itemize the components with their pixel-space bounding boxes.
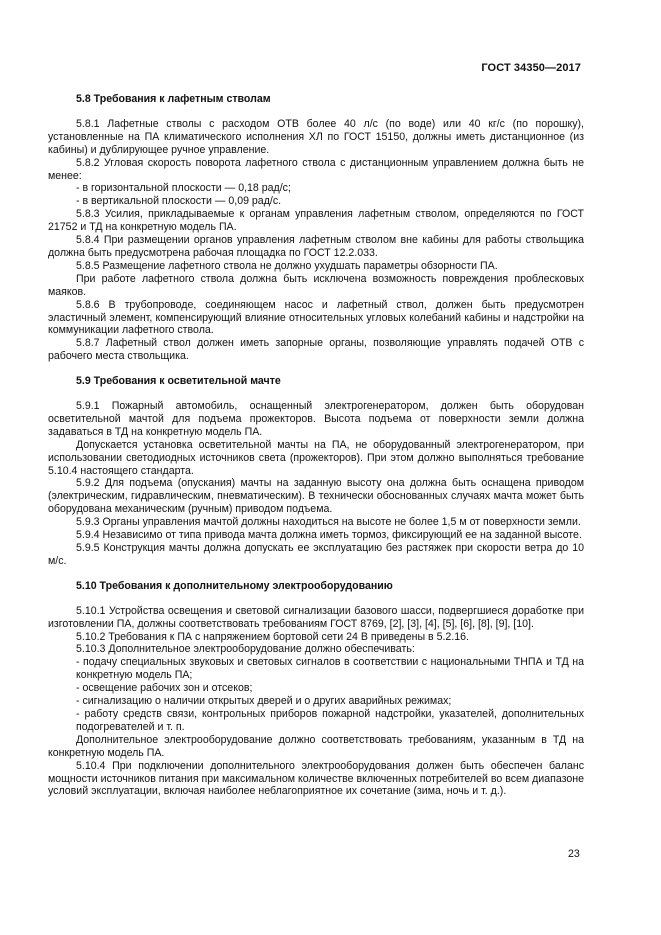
section-heading-5-10: 5.10 Требования к дополнительному электрооборудованию xyxy=(76,579,393,592)
paragraph-5-8-1: 5.8.1 Лафетные стволы с расходом ОТВ более 40 л/с (по воде) или 40 кг/с (по порошку), установленные на ПА климатического исполнения ХЛ по ГОСТ 15150, должны иметь дистанционное (из кабины) и дублирующее ручное управление. xyxy=(48,117,584,156)
list-item: - в горизонтальной плоскости — 0,18 рад/с; xyxy=(76,182,291,195)
paragraph-5-9-4: 5.9.4 Независимо от типа привода мачта должна иметь тормоз, фиксирующий ее на заданной высоте. xyxy=(76,529,582,542)
paragraph-5-10-2: 5.10.2 Требования к ПА с напряжением бортовой сети 24 В приведены в 5.2.16. xyxy=(76,630,469,643)
paragraph-5-10-1: 5.10.1 Устройства освещения и световой сигнализации базового шасси, подвергшиеся доработке при изготовлении ПА, должны соответствовать требованиям ГОСТ 8769, [2], [3], [4], [5], [6], [8], [9], [10]. xyxy=(48,604,584,630)
paragraph-5-9-1-note: Допускается установка осветительной мачты на ПА, не оборудованный электрогенератором, при использовании светодиодных источников света (прожекторов). При этом должно выполняться требование 5.10.4 настоящего стандарта. xyxy=(48,438,584,477)
section-heading-5-9: 5.9 Требования к осветительной мачте xyxy=(76,375,281,388)
section-heading-5-8: 5.8 Требования к лафетным стволам xyxy=(76,93,271,105)
paragraph-5-8-3: 5.8.3 Усилия, прикладываемые к органам управления лафетным стволом, определяются по ГОСТ 21752 и ТД на конкретную модель ПА. xyxy=(48,208,584,234)
paragraph-5-8-5: 5.8.5 Размещение лафетного ствола не должно ухудшать параметры обзорности ПА. xyxy=(76,259,498,272)
list-item: - работу средств связи, контрольных приборов пожарной надстройки, указателей, дополнительных подогревателей и т. п. xyxy=(76,707,584,733)
paragraph-5-9-3: 5.9.3 Органы управления мачтой должны находиться на высоте не более 1,5 м от поверхности земли. xyxy=(76,516,581,529)
paragraph-5-8-7: 5.8.7 Лафетный ствол должен иметь запорные органы, позволяющие управлять подачей ОТВ с рабочего места ствольщика. xyxy=(48,337,584,363)
list-item: - освещение рабочих зон и отсеков; xyxy=(76,682,253,695)
paragraph-5-8-5-note: При работе лафетного ствола должна быть исключена возможность повреждения проблесковых маяков. xyxy=(48,272,584,298)
list-item: - в вертикальной плоскости — 0,09 рад/с. xyxy=(76,195,282,208)
paragraph-5-9-1: 5.9.1 Пожарный автомобиль, оснащенный электрогенератором, должен быть оборудован осветительной мачтой для подъема прожекторов. Высота подъема от поверхности земли должна задаваться в ТД на конкретную модель ПА. xyxy=(48,400,584,438)
list-item: - подачу специальных звуковых и световых сигналов в соответствии с национальными ТНПА и ТД на конкретную модель ПА; xyxy=(76,656,584,682)
paragraph-5-8-4: 5.8.4 При размещении органов управления лафетным стволом вне кабины для работы ствольщика должна быть предусмотрена рабочая площадка по ГОСТ 12.2.033. xyxy=(48,234,584,259)
paragraph-5-9-2: 5.9.2 Для подъема (опускания) мачты на заданную высоту она должна быть оснащена приводом (электрическим, гидравлическим, пневматическим). В технически обоснованных случаях мачта может быть оборудована механическим (ручным) приводом подъема. xyxy=(48,477,584,516)
paragraph-5-8-6: 5.8.6 В трубопроводе, соединяющем насос и лафетный ствол, должен быть предусмотрен эластичный элемент, компенсирующий влияние относительных угловых колебаний кабины и надстройки на коммуникации лафетного ствола. xyxy=(48,298,584,337)
page-number: 23 xyxy=(568,848,580,860)
list-item: - сигнализацию о наличии открытых дверей и о других аварийных режимах; xyxy=(76,695,452,708)
document-id-header: ГОСТ 34350—2017 xyxy=(481,62,581,74)
paragraph-5-10-3: 5.10.3 Дополнительное электрооборудование должно обеспечивать: xyxy=(76,643,415,656)
paragraph-5-8-2: 5.8.2 Угловая скорость поворота лафетного ствола с дистанционным управлением должна быть не менее: xyxy=(48,156,584,182)
paragraph-5-9-5: 5.9.5 Конструкция мачты должна допускать ее эксплуатацию без растяжек при скорости ветра до 10 м/с. xyxy=(48,542,584,567)
page-content xyxy=(48,93,584,798)
paragraph-5-10-4: 5.10.4 При подключении дополнительного электрооборудования должен быть обеспечен баланс мощности источников питания при максимальном количестве включенных потребителей во всем диапазоне условий эксплуатации, включая наиболее неблагоприятное их сочетание (зима, ночь и т. д.). xyxy=(48,759,584,798)
paragraph-5-10-3-note: Дополнительное электрооборудование должно соответствовать требованиям, указанным в ТД на конкретную модель ПА. xyxy=(48,733,584,759)
